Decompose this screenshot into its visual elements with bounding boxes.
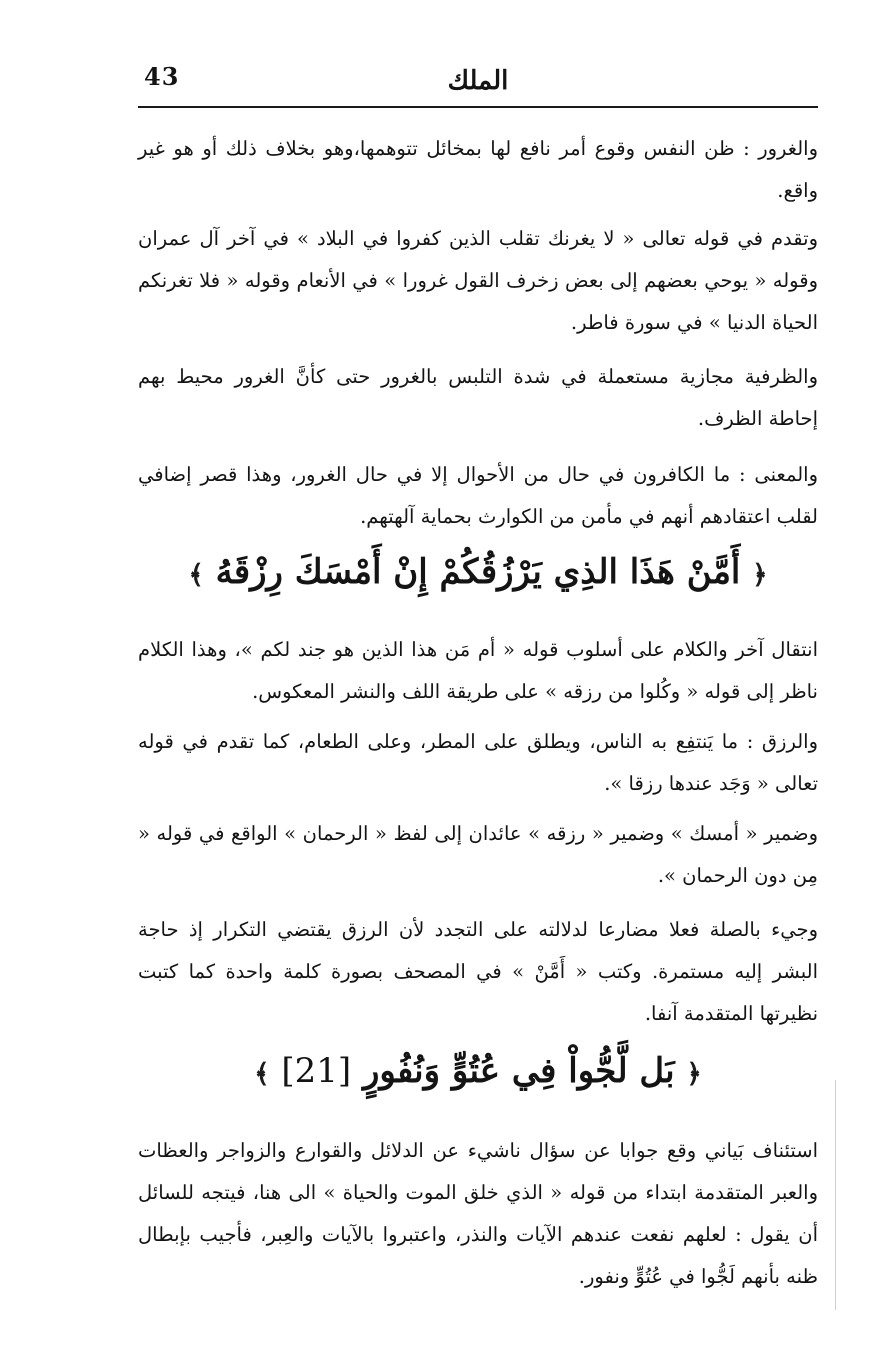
verse-open-bracket: ﴿: [752, 560, 768, 590]
ayah-number: [21]: [281, 1051, 352, 1091]
quran-verse: [138, 542, 818, 605]
paragraph-present-tense: وجيء بالصلة فعلا مضارعا لدلالته على التجدد لأن الرزق يقتضي التكرار إذ حاجة البشر إليه مستمرة. وكتب « أَمَّنْ » في المصحف بصورة كلمة واحدة كما كتبت نظيرتها المتقدمة آنفا.: [138, 918, 818, 1025]
page-body: [138, 128, 818, 1298]
paragraph-pronoun-reference: وضمير « أمسك » وضمير « رزقه » عائدان إلى لفظ « الرحمان » الواقع في قوله « مِن دون الرحمان ».: [138, 822, 818, 887]
verse-close-bracket: ﴾: [188, 560, 204, 590]
surah-title: الملك: [447, 66, 509, 96]
paragraph-ghurur-definition: والغرور : ظن النفس وقوع أمر نافع لها بمخائل تتوهمها،وهو بخلاف ذلك أو هو غير واقع.: [138, 137, 818, 202]
verse-text: أَمَّنْ هَذَا الذِي يَرْزُقُكُمْ إِنْ أَمْسَكَ رِزْقَهُ: [215, 552, 741, 592]
page-number: 43: [144, 62, 180, 91]
paragraph-rizq-definition: والرزق : ما يَنتفِع به الناس، ويطلق على المطر، وعلى الطعام، كما تقدم في قوله تعالى « وَجَد عندها رزقا ».: [138, 730, 818, 795]
paragraph-zarfiya: والظرفية مجازية مستعملة في شدة التلبس بالغرور حتى كأنَّ الغرور محيط بهم إحاطة الظرف.: [138, 365, 818, 430]
paragraph-previous-occurrences: وتقدم في قوله تعالى « لا يغرنك تقلب الذين كفروا في البلاد » في آخر آل عمران وقوله « يوحي بعضهم إلى بعض زخرف القول غرورا » في الأنعام وقوله « فلا تغرنكم الحياة الدنيا » في سورة فاطر.: [138, 227, 818, 334]
paragraph-transition: انتقال آخر والكلام على أسلوب قوله « أم مَن هذا الذين هو جند لكم »، وهذا الكلام ناظر إلى قوله « وكُلوا من رزقه » على طريقة اللف والنشر المعكوس.: [138, 638, 818, 703]
paragraph-explanatory-resumption: استئناف بَياني وقع جوابا عن سؤال ناشيء عن الدلائل والقوارع والزواجر والعظات والعبر المتقدمة ابتداء من قوله « الذي خلق الموت والحياة » الى هنا، فيتجه للسائل أن يقول : لعلهم نفعت عندهم الآيات والنذر، واعتبروا بالآيات والعِبر، فأجيب بإبطال ظنه بأنهم لَجُّوا في عُتُوٍّ ونفور.: [138, 1139, 818, 1288]
quran-verse: [138, 1041, 818, 1104]
paragraph-meaning: والمعنى : ما الكافرون في حال من الأحوال إلا في حال الغرور، وهذا قصر إضافي لقلب اعتقادهم أنهم في مأمن من الكوارث بحماية آلهتهم.: [138, 463, 818, 528]
page-header: [138, 58, 818, 108]
verse-close-bracket: ﴾: [254, 1059, 270, 1089]
verse-text: بَل لَّجُّواْ فِي عُتُوٍّ وَنُفُورٍ: [362, 1051, 675, 1091]
verse-open-bracket: ﴿: [686, 1059, 702, 1089]
header-divider: [138, 106, 818, 108]
margin-line: [835, 1080, 836, 1310]
